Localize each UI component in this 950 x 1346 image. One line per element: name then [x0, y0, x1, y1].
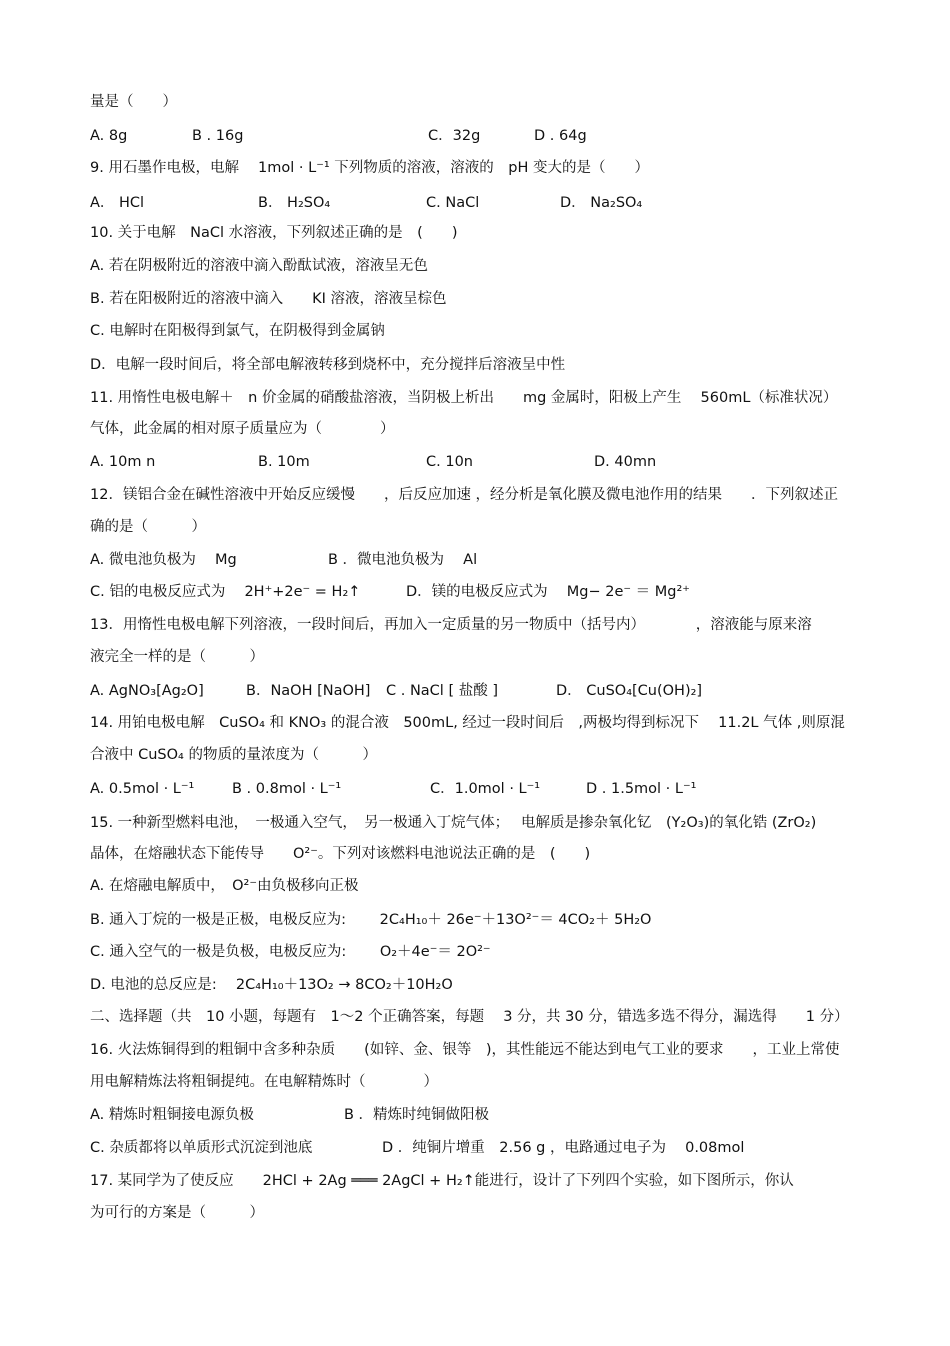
option-a: A. 若在阴极附近的溶液中滴入酚酞试液，溶液呈无色 [90, 258, 428, 274]
question-16: 16. 火法炼铜得到的粗铜中含多种杂质 (如锌、金、银等 )，其性能远不能达到电气工业的要求 ，工业上常使 [90, 1042, 840, 1058]
text-line [90, 712, 880, 734]
text-line [90, 614, 880, 636]
option-c: C. 10n [426, 454, 473, 470]
question-14-cont: 合液中 CuSO₄ 的物质的量浓度为（ ） [90, 747, 377, 763]
option-b: B. 通入丁烷的一极是正极，电极反应为: 2C₄H₁₀＋ 26e⁻＋13O²⁻＝ 4CO₂＋ 5H₂O [90, 912, 652, 928]
text-line [90, 974, 880, 996]
options-row [90, 1104, 880, 1126]
question-11: 11. 用惰性电极电解＋ n 价金属的硝酸盐溶液，当阴极上析出 mg 金属时，阳极上产生 560mL（标准状况） [90, 390, 838, 406]
text-line [90, 222, 880, 244]
option-d: D． CuSO₄[Cu(OH)₂] [556, 683, 703, 699]
text-line [90, 1071, 880, 1093]
option-b: B． H₂SO₄ [258, 195, 331, 211]
text-line [90, 1039, 880, 1061]
option-b: B．NaOH [NaOH] [246, 683, 371, 699]
question-17: 17. 某同学为了使反应 2HCl + 2Ag ═══ 2AgCl + H₂↑能进行，设计了下列四个实验，如下图所示，你认 [90, 1173, 794, 1189]
text-line [90, 875, 880, 897]
text-line [90, 744, 880, 766]
text-line [90, 91, 880, 113]
text-line [90, 288, 880, 310]
section-heading [90, 1006, 880, 1028]
options-row [90, 451, 880, 473]
text-line [90, 320, 880, 342]
question-15: 15. 一种新型燃料电池， 一极通入空气， 另一极通入丁烷气体； 电解质是掺杂氧化钇 (Y₂O₃)的氧化锆 (ZrO₂) [90, 815, 817, 831]
options-row [90, 549, 880, 571]
option-d: D . 1.5mol · L⁻¹ [586, 781, 697, 797]
text-line [90, 387, 880, 409]
text-line [90, 484, 880, 506]
option-a: A. 微电池负极为 Mg [90, 552, 237, 568]
option-a: A. 10m n [90, 454, 156, 470]
option-a: A. 精炼时粗铜接电源负极 [90, 1107, 254, 1123]
q8-stem-tail: 量是（ ） [90, 94, 177, 110]
options-row [90, 680, 880, 702]
text-line [90, 909, 880, 931]
text-line [90, 1170, 880, 1192]
option-d: D ．纯铜片增重 2.56 g ，电路通过电子为 0.08mol [382, 1140, 745, 1156]
option-b: B ．精炼时纯铜做阳极 [344, 1107, 490, 1123]
text-line [90, 157, 880, 179]
question-17-cont: 为可行的方案是（ ） [90, 1205, 264, 1221]
option-b: B ．微电池负极为 Al [328, 552, 478, 568]
question-13-cont: 液完全一样的是（ ） [90, 649, 264, 665]
question-12-cont: 确的是（ ） [90, 519, 206, 535]
option-a: A. 在熔融电解质中， O²⁻由负极移向正极 [90, 878, 359, 894]
options-row [90, 1137, 880, 1159]
question-9: 9. 用石墨作电极，电解 1mol · L⁻¹ 下列物质的溶液，溶液的 pH 变大的是（ ） [90, 160, 649, 176]
text-line [90, 255, 880, 277]
option-c: C．1.0mol · L⁻¹ [430, 781, 541, 797]
section-2-heading: 二、选择题（共 10 小题，每题有 1～2 个正确答案，每题 3 分，共 30 分，错选多选不得分，漏选得 1 分） [90, 1009, 849, 1025]
option-c: C. 铝的电极反应式为 2H⁺+2e⁻ = H₂↑ [90, 584, 361, 600]
options-row [90, 778, 880, 800]
option-d: D . 64g [534, 128, 587, 144]
text-line [90, 812, 880, 834]
question-11-cont: 气体，此金属的相对原子质量应为（ ） [90, 421, 395, 437]
option-b: B. 10m [258, 454, 310, 470]
option-b: B . 16g [192, 128, 244, 144]
question-10: 10. 关于电解 NaCl 水溶液，下列叙述正确的是 ( ) [90, 225, 458, 241]
option-d: D. 40mn [594, 454, 657, 470]
text-line [90, 941, 880, 963]
option-b: B . 0.8mol · L⁻¹ [232, 781, 342, 797]
text-line [90, 354, 880, 376]
option-d: D． Na₂SO₄ [560, 195, 643, 211]
option-a: A. 8g [90, 128, 128, 144]
text-line [90, 646, 880, 668]
option-c: C . NaCl [ 盐酸 ] [386, 683, 498, 699]
options-row [90, 581, 880, 603]
option-c: C. 杂质都将以单质形式沉淀到池底 [90, 1140, 313, 1156]
option-c: C. 电解时在阳极得到氯气，在阴极得到金属钠 [90, 323, 385, 339]
option-b: B. 若在阳极附近的溶液中滴入 KI 溶液，溶液呈棕色 [90, 291, 447, 307]
option-a: A. 0.5mol · L⁻¹ [90, 781, 195, 797]
text-line [90, 418, 880, 440]
question-13: 13．用惰性电极电解下列溶液，一段时间后，再加入一定质量的另一物质中（括号内） ，溶液能与原来溶 [90, 617, 812, 633]
question-15-cont: 晶体，在熔融状态下能传导 O²⁻。下列对该燃料电池说法正确的是 ( ) [90, 846, 591, 862]
text-line [90, 843, 880, 865]
options-row [90, 192, 880, 214]
options-row [90, 125, 880, 147]
option-d: D．电解一段时间后，将全部电解液转移到烧杯中，充分搅拌后溶液呈中性 [90, 357, 566, 373]
option-d: D．镁的电极反应式为 Mg− 2e⁻ ＝ Mg²⁺ [406, 584, 690, 600]
option-c: C．32g [428, 128, 481, 144]
question-12: 12．镁铝合金在碱性溶液中开始反应缓慢 ，后反应加速 ，经分析是氧化膜及微电池作用的结果 ．下列叙述正 [90, 487, 839, 503]
option-a: A. AgNO₃[Ag₂O] [90, 683, 204, 699]
text-line [90, 1202, 880, 1224]
option-a: A． HCl [90, 195, 145, 211]
option-d: D. 电池的总反应是: 2C₄H₁₀＋13O₂ → 8CO₂＋10H₂O [90, 977, 453, 993]
text-line [90, 516, 880, 538]
option-c: C. 通入空气的一极是负极，电极反应为: O₂＋4e⁻＝ 2O²⁻ [90, 944, 491, 960]
question-16-cont: 用电解精炼法将粗铜提纯。在电解精炼时（ ） [90, 1074, 438, 1090]
question-14: 14. 用铂电极电解 CuSO₄ 和 KNO₃ 的混合液 500mL, 经过一段时间后 ,两极均得到标况下 11.2L 气体 ,则原混 [90, 715, 845, 731]
option-c: C. NaCl [426, 195, 480, 211]
